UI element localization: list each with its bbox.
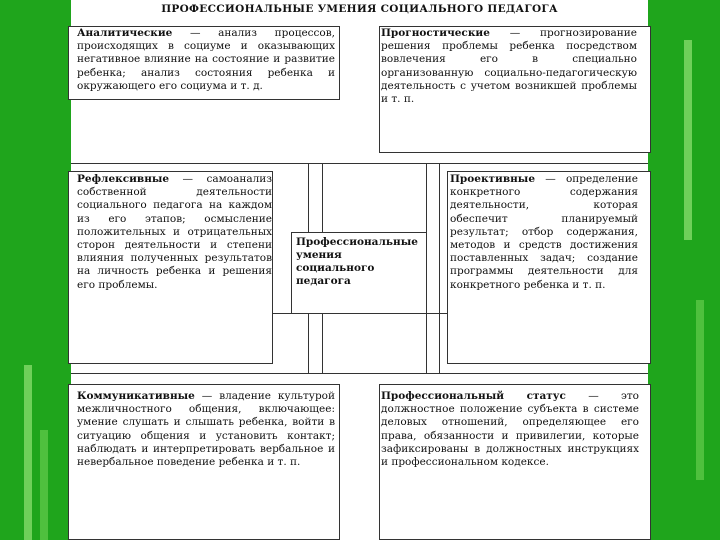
- status-text: [381, 390, 639, 469]
- reflexive-term: Рефлексивные: [77, 173, 170, 185]
- center-label: Профессиональные умения социального педагога: [296, 236, 418, 287]
- connector-line: [71, 163, 648, 164]
- analytical-text: [77, 27, 335, 93]
- communicative-term: Коммуникативные: [77, 390, 195, 402]
- right-decor-stripe: [684, 40, 692, 240]
- right-decor-stripe-2: [696, 300, 704, 480]
- center-box: [291, 232, 427, 314]
- left-green-border: [0, 0, 71, 540]
- document-sheet: [71, 0, 648, 540]
- connector-line: [71, 373, 648, 374]
- communicative-description: — владение культурой межличностного общения, включающее: умение слушать и слышать ребенка, войти в ситуацию общения и установить контакт; наблюдать и интерпретировать вербальное и невербальное поведение ребенка и т. п.: [77, 390, 335, 469]
- status-term: Профессиональный статус: [381, 390, 566, 402]
- reflexive-text: [77, 173, 272, 292]
- projective-description: — определение конкретного содержания деятельности, которая обеспечит планируемый результат; отбор содержания, методов и средств достижения поставленных задач; создание программы деятельности для конкретного ребенка и т. п.: [450, 173, 638, 291]
- analytical-description: — анализ процессов, происходящих в социуме и оказывающих негативное влияние на состояние и развитие ребенка; анализ состояния ребенка и окружающего его социума и т. д.: [77, 27, 335, 92]
- status-description: — это должностное положение субъекта в системе деловых отношений, определяющее его права, обязанности и привилегии, которые зафиксированы в должностных инструкциях и профессиональном кодексе.: [381, 390, 639, 469]
- communicative-text: [77, 390, 335, 469]
- projective-term: Проективные: [450, 173, 536, 185]
- analytical-term: Аналитические: [77, 27, 173, 39]
- prognostic-description: — прогнозирование решения проблемы ребенка посредством вовлечения его в специально организованную социально-педагогическую деятельность с учетом возникшей проблемы и т. п.: [381, 27, 637, 106]
- reflexive-description: — самоанализ собственной деятельности социального педагога на каждом из его этапов; осмысление положительных и отрицательных сторон деятельности и степени влияния полученных результатов на личность ребенка и решения его проблемы.: [77, 173, 272, 291]
- left-decor-stripe: [24, 365, 32, 540]
- connector-line: [439, 163, 440, 373]
- prognostic-term: Прогностические: [381, 27, 490, 39]
- left-decor-stripe-2: [40, 430, 48, 540]
- prognostic-text: [381, 27, 637, 106]
- page-title: ПРОФЕССИОНАЛЬНЫЕ УМЕНИЯ СОЦИАЛЬНОГО ПЕДАГОГА: [161, 3, 558, 15]
- projective-text: [450, 173, 638, 292]
